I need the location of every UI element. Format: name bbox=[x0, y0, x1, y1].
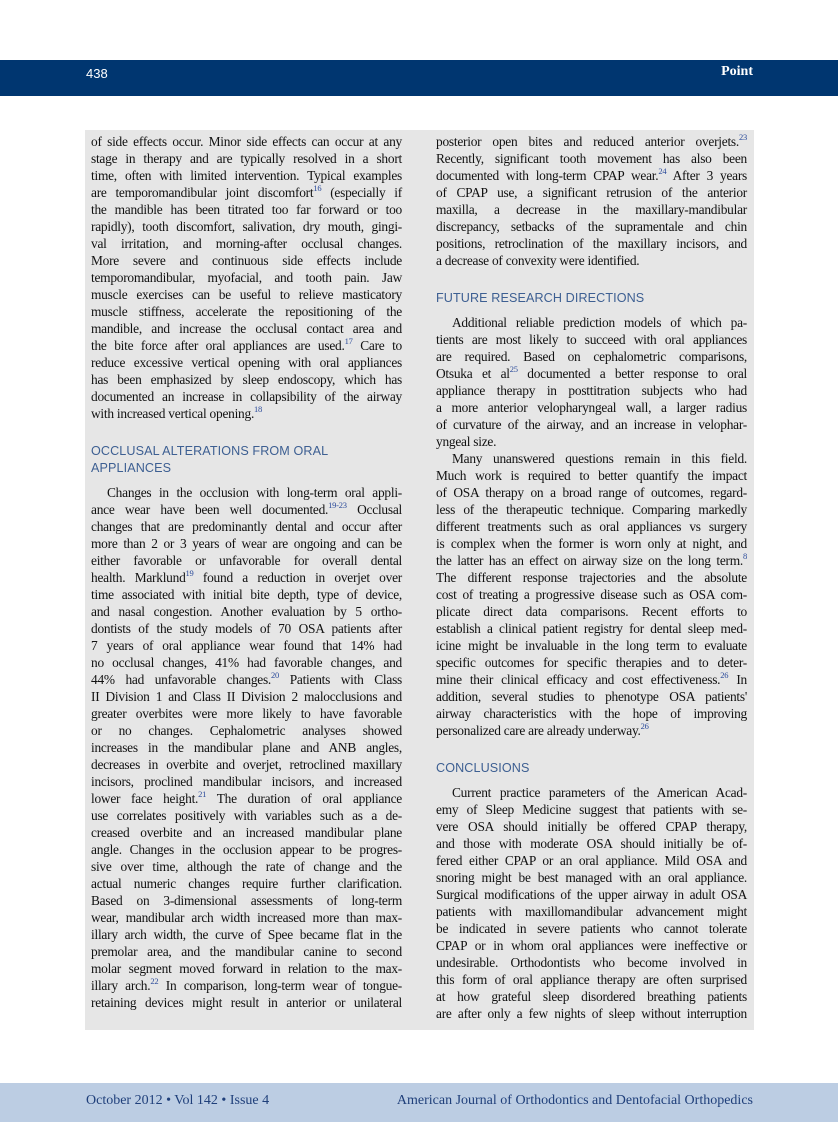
journal-name: American Journal of Orthodontics and Dentofacial Orthopedics bbox=[396, 1093, 753, 1108]
text-line: and those with moderate OSA should initially be of- bbox=[436, 836, 747, 851]
citation-superscript[interactable]: 16 bbox=[313, 183, 322, 193]
text-line: the bite force after oral appliances are used.$^{17}$ Care to bbox=[91, 336, 402, 353]
paragraph bbox=[436, 784, 747, 1022]
section-label: Point bbox=[721, 64, 753, 79]
text-line: decreases in overbite and overjet, retroclined maxillary bbox=[91, 757, 402, 772]
text-line: sive over time, although the rate of change and the bbox=[91, 859, 402, 874]
citation-superscript[interactable]: 21 bbox=[198, 789, 207, 799]
text-line: premolar area, and the mandibular canine to second bbox=[91, 944, 402, 959]
text-line: icine might be invaluable in the long term to evaluate bbox=[436, 638, 747, 653]
column-left bbox=[91, 133, 402, 1011]
text-line: or no changes. Cephalometric analyses showed bbox=[91, 723, 402, 738]
text-line: stage in therapy and are typically resolved in a short bbox=[91, 151, 402, 166]
text-line: personalized care are already underway.$^{26}$ bbox=[436, 721, 649, 738]
text-line: greater overbites were more likely to have favorable bbox=[91, 706, 402, 721]
text-line: 44% had unfavorable changes.$^{20}$ Patients with Class bbox=[91, 670, 402, 687]
issue-info: October 2012 • Vol 142 • Issue 4 bbox=[86, 1093, 270, 1108]
text-line: health. Marklund$^{19}$ found a reduction in overjet over bbox=[91, 568, 402, 585]
text-line: fered either CPAP or an oral appliance. Mild OSA and bbox=[436, 853, 747, 868]
text-line: no occlusal changes, 41% had favorable changes, and bbox=[91, 655, 402, 670]
text-line: incisors, proclined mandibular incisors, and increased bbox=[91, 774, 402, 789]
citation-superscript[interactable]: 24 bbox=[658, 166, 667, 176]
text-line: 7 years of oral appliance wear found that 14% had bbox=[91, 638, 402, 653]
text-line: less of the therapeutic technique. Comparing markedly bbox=[436, 502, 747, 517]
text-line: more than 2 or 3 years of wear are ongoing and can be bbox=[91, 536, 402, 551]
text-line: are after only a few nights of sleep without interruption bbox=[436, 1006, 747, 1021]
text-line: creased overbite and an increased mandibular plane bbox=[91, 825, 402, 840]
citation-superscript[interactable]: 20 bbox=[271, 670, 280, 680]
text-line: Current practice parameters of the American Acad- bbox=[452, 785, 747, 800]
text-line: cost of treating a progressive disease such as OSA com- bbox=[436, 587, 747, 602]
section-heading bbox=[436, 760, 747, 777]
citation-superscript[interactable]: 23 bbox=[739, 132, 747, 142]
text-line: Many unanswered questions remain in this field. bbox=[452, 451, 747, 466]
citation-superscript[interactable]: 25 bbox=[509, 364, 518, 374]
text-line: with increased vertical opening.$^{18}$ bbox=[91, 404, 263, 421]
text-line: lower face height.$^{21}$ The duration of oral appliance bbox=[91, 789, 402, 806]
running-footer bbox=[0, 1083, 838, 1122]
text-line: mandible, and increase the occlusal contact area and bbox=[91, 321, 402, 336]
text-line: patients with maxillomandibular advancement might bbox=[436, 904, 747, 919]
section-heading-line: APPLIANCES bbox=[91, 461, 172, 475]
citation-superscript[interactable]: 26 bbox=[720, 670, 729, 680]
text-line: be indicated in severe patients who cannot tolerate bbox=[436, 921, 747, 936]
text-line: Based on 3-dimensional assessments of long-term bbox=[91, 893, 402, 908]
section-heading-line: CONCLUSIONS bbox=[436, 761, 530, 775]
paragraph bbox=[436, 450, 747, 739]
text-line: yngeal size. bbox=[436, 434, 497, 449]
column-right bbox=[436, 133, 747, 1022]
text-line: of side effects occur. Minor side effects can occur at any bbox=[91, 134, 402, 149]
text-line: documented an increase in collapsibility of the airway bbox=[91, 389, 402, 404]
text-line: specific outcomes for specific therapies and to deter- bbox=[436, 655, 747, 670]
text-line: angle. Changes in the occlusion appear to be progres- bbox=[91, 842, 402, 857]
text-line: Additional reliable prediction models of which pa- bbox=[452, 315, 747, 330]
paragraph bbox=[436, 133, 747, 269]
text-line: appliance therapy in posttitration subjects who had bbox=[436, 383, 747, 398]
page-number: 438 bbox=[86, 66, 108, 81]
text-line: the mandible has been titrated too far forward or too bbox=[91, 202, 402, 217]
text-line: retaining devices might result in anterior or unilateral bbox=[91, 995, 402, 1010]
text-line: documented with long-term CPAP wear.$^{24}$ After 3 years bbox=[436, 166, 747, 183]
text-line: of CPAP use, a significant retrusion of the anterior bbox=[436, 185, 747, 200]
text-line: plicate direct data comparisons. Recent efforts to bbox=[436, 604, 747, 619]
text-line: time, often with limited intervention. Typical examples bbox=[91, 168, 402, 183]
text-line: emy of Sleep Medicine suggest that patients with se- bbox=[436, 802, 747, 817]
text-line: a decrease of convexity were identified. bbox=[436, 253, 640, 268]
text-line: wear, mandibular arch width increased more than max- bbox=[91, 910, 402, 925]
text-line: More severe and continuous side effects include bbox=[91, 253, 402, 268]
text-line: either favorable or unfavorable for overall dental bbox=[91, 553, 402, 568]
paragraph bbox=[91, 133, 402, 422]
text-line: muscle exercises can be useful to relieve masticatory bbox=[91, 287, 402, 302]
text-line: time associated with initial bite depth, type of device, bbox=[91, 587, 402, 602]
text-line: increases in the mandibular plane and ANB angles, bbox=[91, 740, 402, 755]
text-line: a more anterior velopharyngeal wall, a larger radius bbox=[436, 400, 747, 415]
text-line: are required. Based on cephalometric comparisons, bbox=[436, 349, 747, 364]
text-line: establish a clinical patient registry for dental sleep med- bbox=[436, 621, 747, 636]
text-line: and nasal congestion. Another evaluation by 5 ortho- bbox=[91, 604, 402, 619]
citation-superscript[interactable]: 18 bbox=[254, 404, 263, 414]
citation-superscript[interactable]: 26 bbox=[640, 721, 649, 731]
citation-superscript[interactable]: 17 bbox=[344, 336, 353, 346]
text-line: rapidly), tooth discomfort, salivation, dry mouth, gingi- bbox=[91, 219, 402, 234]
text-line: use correlates positively with variables such as a de- bbox=[91, 808, 402, 823]
running-header bbox=[0, 60, 838, 96]
citation-superscript[interactable]: 8 bbox=[743, 551, 747, 561]
paragraph bbox=[91, 484, 402, 1011]
text-line: different treatments such as oral appliances vs surgery bbox=[436, 519, 747, 534]
text-line: val irritation, and morning-after occlusal changes. bbox=[91, 236, 402, 251]
text-line: illary arch.$^{22}$ In comparison, long-term wear of tongue- bbox=[91, 976, 402, 993]
text-line: CPAP or in whom oral appliances were ineffective or bbox=[436, 938, 747, 953]
text-line: has been emphasized by sleep endoscopy, which has bbox=[91, 372, 402, 387]
text-line: discrepancy, setbacks of the supramentale and chin bbox=[436, 219, 747, 234]
text-line: actual numeric changes require further clarification. bbox=[91, 876, 402, 891]
text-line: molar segment moved forward in relation to the max- bbox=[91, 961, 402, 976]
text-line: positions, retroclination of the maxillary incisors, and bbox=[436, 236, 747, 251]
text-line: this form of oral appliance therapy are often surprised bbox=[436, 972, 747, 987]
section-heading-line: FUTURE RESEARCH DIRECTIONS bbox=[436, 291, 645, 305]
text-line: Changes in the occlusion with long-term oral appli- bbox=[107, 485, 402, 500]
text-line: addition, several studies to phenotype OSA patients' bbox=[436, 689, 747, 704]
text-line: is complex when the former is worn only at night, and bbox=[436, 536, 747, 551]
text-line: ance wear have been well documented.$^{19-23}$ Occlusal bbox=[91, 500, 402, 517]
text-line: Much work is required to better quantify the impact bbox=[436, 468, 747, 483]
text-line: maxilla, a decrease in the maxillary-mandibular bbox=[436, 202, 747, 217]
text-line: temporomandibular, myofacial, and tooth pain. Jaw bbox=[91, 270, 402, 285]
text-line: muscle stiffness, accelerate the repositioning of the bbox=[91, 304, 402, 319]
text-line: of OSA therapy on a broad range of outcomes, regard- bbox=[436, 485, 747, 500]
citation-superscript[interactable]: 19-23 bbox=[328, 500, 347, 510]
text-line: Recently, significant tooth movement has also been bbox=[436, 151, 747, 166]
citation-superscript[interactable]: 22 bbox=[150, 976, 159, 986]
text-line: airway characteristics with the hope of improving bbox=[436, 706, 747, 721]
text-line: changes that are predominantly dental and occur after bbox=[91, 519, 402, 534]
citation-superscript[interactable]: 19 bbox=[185, 568, 194, 578]
text-line: mine their clinical efficacy and cost effectiveness.$^{26}$ In bbox=[436, 670, 747, 687]
paragraph bbox=[436, 314, 747, 450]
text-line: vere OSA should initially be offered CPAP therapy, bbox=[436, 819, 747, 834]
text-line: The different response trajectories and the absolute bbox=[436, 570, 747, 585]
text-line: undesirable. Orthodontists who become involved in bbox=[436, 955, 747, 970]
text-line: at how grateful sleep disordered breathing patients bbox=[436, 989, 747, 1004]
text-line: Otsuka et $al^{25}$ documented a better response to oral bbox=[436, 364, 747, 381]
text-line: the latter has an effect on airway size on the long term.$^8$ bbox=[436, 551, 747, 568]
section-heading bbox=[91, 443, 402, 477]
text-line: snoring might be best managed with an oral appliance. bbox=[436, 870, 747, 885]
section-heading-line: OCCLUSAL ALTERATIONS FROM ORAL bbox=[91, 444, 329, 458]
text-line: reduce excessive vertical opening with oral appliances bbox=[91, 355, 402, 370]
text-line: Surgical modifications of the upper airway in adult OSA bbox=[436, 887, 747, 902]
text-line: are temporomandibular joint discomfort$^{16}$ (especially if bbox=[91, 183, 402, 200]
text-line: of curvature of the airway, and an increase in velophar- bbox=[436, 417, 747, 432]
text-line: posterior open bites and reduced anterior overjets.$^{23}$ bbox=[436, 132, 747, 149]
text-line: tients are most likely to succeed with oral appliances bbox=[436, 332, 747, 347]
text-line: dontists of the study models of 70 OSA patients after bbox=[91, 621, 402, 636]
text-line: II Division 1 and Class II Division 2 malocclusions and bbox=[91, 689, 402, 704]
section-heading bbox=[436, 290, 747, 307]
text-line: illary arch width, the curve of Spee became flat in the bbox=[91, 927, 402, 942]
